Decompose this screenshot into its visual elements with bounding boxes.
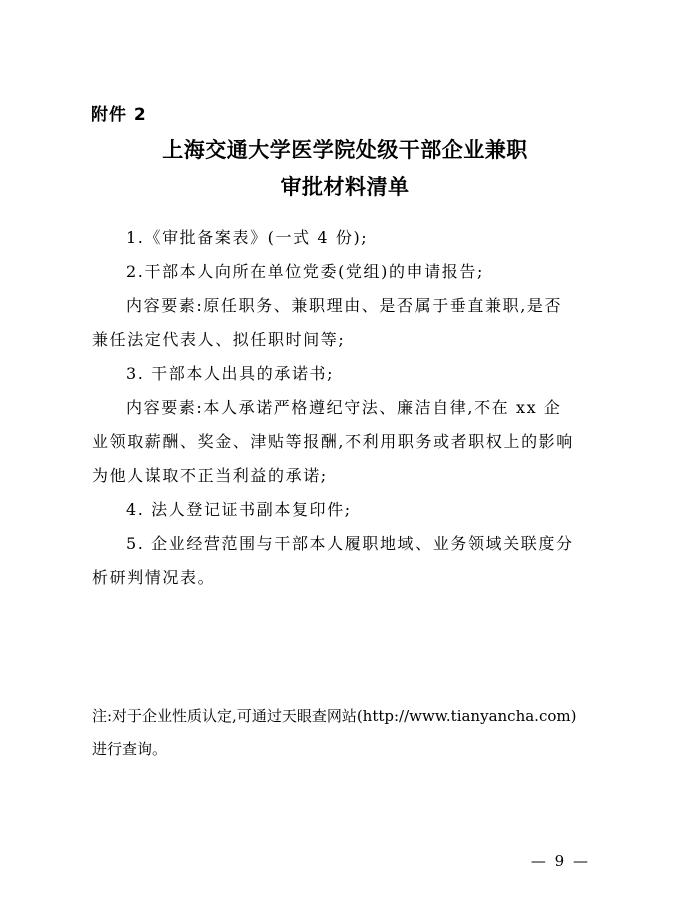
note-line-1: 注:对于企业性质认定,可通过天眼查网站(http://www.tianyancha.com) <box>92 707 577 725</box>
item-2: 2.干部本人向所在单位党委(党组)的申请报告; <box>126 262 484 281</box>
attachment-label: 附件 2 <box>91 105 147 125</box>
item-3-content-line-2: 业领取薪酬、奖金、津贴等报酬,不利用职务或者职权上的影响 <box>92 432 574 451</box>
item-3-content-line-3: 为他人谋取不正当利益的承诺; <box>92 466 328 485</box>
item-5-line-2: 析研判情况表。 <box>92 568 216 587</box>
document-title-line-1: 上海交通大学医学院处级干部企业兼职 <box>162 138 528 162</box>
page-number: — 9 — <box>530 852 590 870</box>
item-3: 3. 干部本人出具的承诺书; <box>126 364 335 383</box>
item-2-content-line-2: 兼任法定代表人、拟任职时间等; <box>92 330 346 349</box>
note-line-2: 进行查询。 <box>92 740 168 758</box>
item-4: 4. 法人登记证书副本复印件; <box>126 500 352 519</box>
item-1: 1.《审批备案表》(一式 4 份); <box>126 228 369 247</box>
item-5-line-1: 5. 企业经营范围与干部本人履职地域、业务领域关联度分 <box>126 534 574 553</box>
item-3-content-line-1: 内容要素:本人承诺严格遵纪守法、廉洁自律,不在 xx 企 <box>126 398 562 417</box>
document-title-line-2: 审批材料清单 <box>280 175 410 199</box>
item-2-content-line-1: 内容要素:原任职务、兼职理由、是否属于垂直兼职,是否 <box>126 296 563 315</box>
